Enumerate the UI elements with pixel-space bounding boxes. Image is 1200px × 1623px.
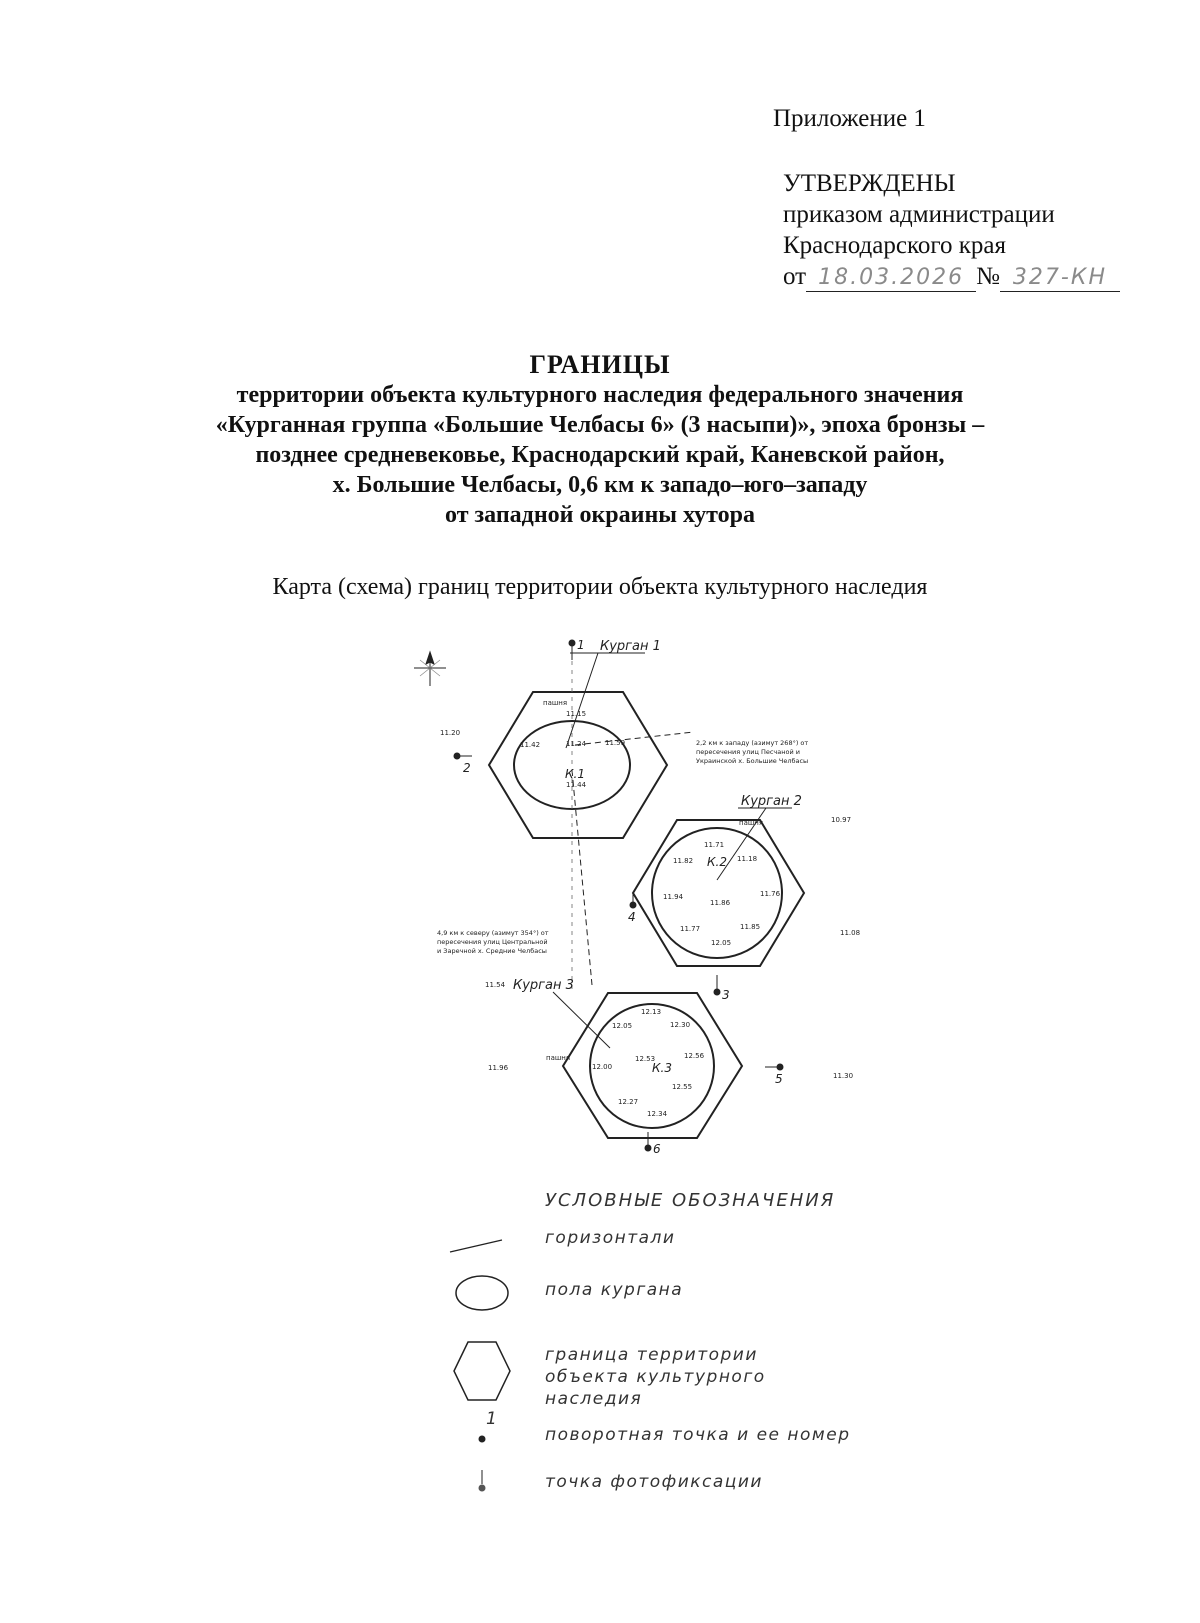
photo-point-1 (569, 640, 575, 660)
number-label: № (976, 263, 1000, 290)
elev-mark: 11.94 (663, 893, 684, 901)
elev-mark: 12.55 (672, 1083, 693, 1091)
legend-symbols (440, 1230, 520, 1520)
elev-mark: 11.77 (680, 925, 701, 933)
photo-point-6 (645, 1132, 651, 1151)
approved-title: УТВЕРЖДЕНЫ (783, 170, 956, 197)
from-label: от (783, 263, 807, 290)
elev-mark: 12.05 (612, 1022, 633, 1030)
point-number: 2 (463, 761, 471, 775)
elev-mark: 12.53 (635, 1055, 656, 1063)
elev-mark: 12.30 (670, 1021, 691, 1029)
boundary-label: пашня (543, 699, 568, 707)
point-number: 1 (577, 638, 585, 652)
elev-mark: 12.00 (592, 1063, 613, 1071)
spot-height: 11.20 (440, 729, 461, 737)
legend-boundary-line-2: объекта культурного (545, 1367, 766, 1387)
note-2-line-2: пересечения улиц Центральной (437, 938, 548, 946)
point-number: 4 (628, 910, 636, 924)
title-heading: ГРАНИЦЫ (529, 350, 671, 379)
boundary-symbol-icon (454, 1342, 510, 1400)
kurgan-1-label: Курган 1 (600, 639, 661, 654)
spot-height: 11.08 (840, 929, 861, 937)
elev-mark: 12.05 (711, 939, 732, 947)
title-line-4: х. Большие Челбасы, 0,6 км к западо–юго–западу (332, 472, 868, 498)
contour-symbol-icon (450, 1240, 502, 1252)
elev-mark: 11.86 (710, 899, 731, 907)
note-2-line-3: и Заречной х. Средние Челбасы (437, 947, 547, 955)
title-line-5: от западной окраины хутора (445, 502, 755, 528)
elev-mark: 11.76 (760, 890, 781, 898)
point-number: 3 (722, 988, 730, 1002)
approved-line-1: приказом администрации (783, 201, 1055, 228)
kurgan-2-short: К.2 (707, 855, 727, 869)
handwritten-number: 327-КН (1012, 265, 1108, 290)
photo-point-2 (454, 753, 472, 759)
kurgan-3-short: К.3 (652, 1061, 672, 1075)
elev-mark: 11.59 (605, 739, 626, 747)
legend-boundary (545, 1344, 766, 1410)
legend-point-number: 1 (486, 1409, 499, 1429)
kurgan-floor-symbol-icon (456, 1276, 508, 1310)
legend-turning-point: поворотная точка и ее номер (545, 1425, 851, 1445)
note-2-line-1: 4,9 км к северу (азимут 354°) от (437, 929, 549, 937)
kurgan-2-label: Курган 2 (741, 794, 802, 809)
elev-mark: 12.13 (641, 1008, 662, 1016)
elev-mark: 11.18 (737, 855, 758, 863)
title-line-1: территории объекта культурного наследия федерального значения (236, 382, 964, 408)
note-1-line-1: 2,2 км к западу (азимут 268°) от (696, 739, 809, 747)
handwritten-date: 18.03.2026 (818, 265, 965, 290)
legend-kurgan-floor: пола кургана (545, 1280, 684, 1300)
photo-point-5 (765, 1064, 783, 1070)
point-number: 5 (775, 1072, 783, 1086)
legend-title: УСЛОВНЫЕ ОБОЗНАЧЕНИЯ (545, 1190, 836, 1211)
legend-contours: горизонтали (545, 1228, 676, 1248)
legend-boundary-line-3: наследия (545, 1389, 643, 1409)
appendix-label: Приложение 1 (773, 105, 926, 132)
title-line-3: позднее средневековье, Краснодарский край, Каневской район, (255, 442, 945, 468)
point-number: 6 (653, 1142, 661, 1156)
elev-mark: 11.24 (566, 740, 587, 748)
boundary-label: пашня (739, 819, 764, 827)
photo-point-3 (714, 975, 720, 995)
photo-point-symbol-icon (479, 1470, 486, 1492)
elev-mark: 11.85 (740, 923, 761, 931)
elev-mark: 11.71 (704, 841, 725, 849)
spot-height: 10.97 (831, 816, 852, 824)
title-line-2: «Курганная группа «Большие Челбасы 6» (3 насыпи)», эпоха бронзы – (215, 412, 985, 438)
elev-mark: 12.34 (647, 1110, 668, 1118)
elev-mark: 12.56 (684, 1052, 705, 1060)
boundary-label: пашня (546, 1054, 571, 1062)
elev-mark: 11.44 (566, 781, 587, 789)
turning-point-symbol-icon (479, 1436, 486, 1443)
kurgan-3-label: Курган 3 (513, 978, 574, 993)
note-1-line-2: пересечения улиц Песчаной и (696, 748, 800, 756)
elev-mark: 11.42 (520, 741, 541, 749)
legend-boundary-line-1: граница территории (545, 1345, 758, 1365)
elev-mark: 12.27 (618, 1098, 639, 1106)
map-caption: Карта (схема) границ территории объекта культурного наследия (272, 574, 928, 600)
spot-height: 11.96 (488, 1064, 509, 1072)
approved-line-2: Краснодарского края (783, 232, 1006, 259)
spot-height: 11.30 (833, 1072, 854, 1080)
note-1-line-3: Украинской х. Большие Челбасы (696, 757, 809, 765)
elev-mark: 11.82 (673, 857, 694, 865)
north-arrow-icon (414, 652, 446, 686)
elev-mark: 11.15 (566, 710, 587, 718)
spot-height: 11.54 (485, 981, 506, 989)
legend-photo-point: точка фотофиксации (545, 1472, 763, 1492)
kurgan-1-short: К.1 (565, 767, 585, 781)
